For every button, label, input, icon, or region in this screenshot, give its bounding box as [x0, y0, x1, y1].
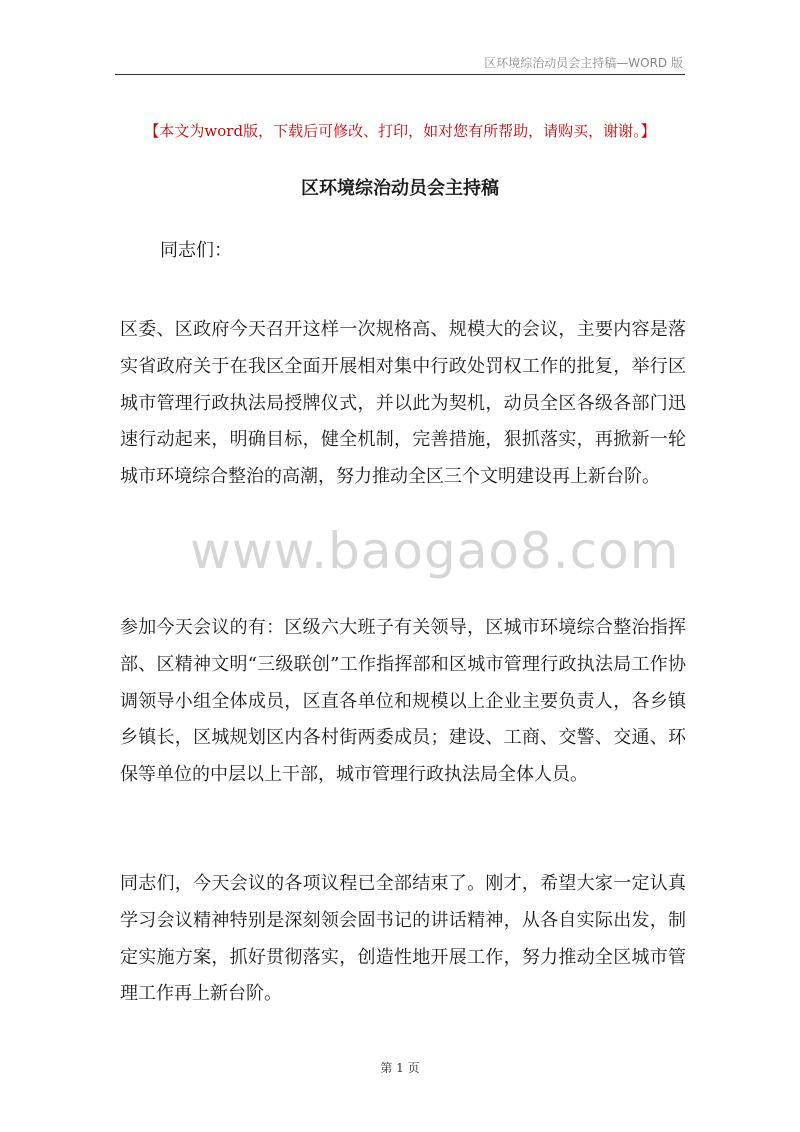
running-header: 区环境综治动员会主持稿—WORD 版 — [484, 56, 683, 70]
salutation: 同志们： — [160, 240, 232, 261]
paragraph-meeting-purpose: 区委、区政府今天召开这样一次规格高、规模大的会议，主要内容是落实省政府关于在我区全面开展相对集中行政处罚权工作的批复，举行区城市管理行政执法局授牌仪式，并以此为契机，动员全区各级各部门迅速行动起来，明确目标，健全机制，完善措施，狠抓落实，再掀新一轮城市环境综合整治的高潮，努力推动全区三个文明建设再上新台阶。 — [120, 319, 686, 488]
page-number: 第 1 页 — [380, 1061, 420, 1075]
paragraph-attendees: 参加今天会议的有：区级六大班子有关领导，区城市环境综合整治指挥部、区精神文明“三级联创”工作指挥部和区城市管理行政执法局工作协调领导小组全体成员，区直各单位和规模以上企业主要负责人，各乡镇乡镇长，区城规划区内各村街两委成员；建设、工商、交警、交通、环保等单位的中层以上干部，城市管理行政执法局全体人员。 — [120, 617, 686, 786]
watermark: www.baogao8.com — [190, 522, 680, 580]
header-divider — [115, 74, 685, 75]
document-title: 区环境综治动员会主持稿 — [301, 178, 499, 199]
purchase-notice: 【本文为word版，下载后可修改、打印，如对您有所帮助，请购买，谢谢。】 — [144, 122, 656, 140]
paragraph-closing: 同志们，今天会议的各项议程已全部结束了。刚才，希望大家一定认真学习会议精神特别是深刻领会固书记的讲话精神，从各自实际出发，制定实施方案，抓好贯彻落实，创造性地开展工作，努力推动全区城市管理工作再上新台阶。 — [120, 873, 686, 1005]
